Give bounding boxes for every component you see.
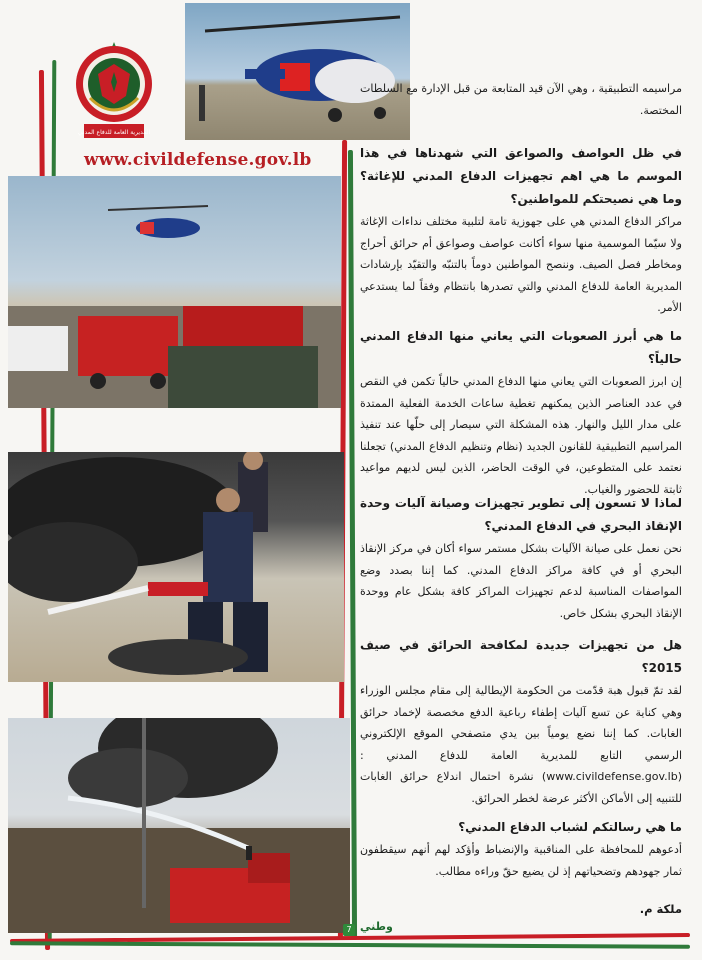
qa-section-3 xyxy=(360,492,682,624)
qa-section-5 xyxy=(360,816,682,882)
author-signature: ملكة م. xyxy=(639,902,682,916)
green-stripe-bottom xyxy=(10,941,690,949)
logo-text: المديرية العامة للدفاع المدني xyxy=(77,129,151,136)
qa-section-2 xyxy=(360,325,682,500)
qa-section-4 xyxy=(360,634,682,809)
qa-section-1 xyxy=(360,142,682,319)
website-url[interactable]: www.civildefense.gov.lb xyxy=(84,150,312,170)
page-number: 7 xyxy=(343,924,355,936)
question-3: لماذا لا تسعون إلى تطوير تجهيزات وصيانة آليات وحدة الإنقاذ البحري في الدفاع المدني؟ xyxy=(360,496,682,533)
answer-3: نحن نعمل على صيانة الآليات بشكل مستمر سواء أكان في مركز الإنقاذ البحري أو في كافة مراكز الدفاع المدني. كما إننا بصدد وضع المواصفات المناسبة لدعم تجهيزات المراكز كافة بشكل عام ووحدة الإنقاذ البحري بشكل خاص. xyxy=(360,542,682,620)
fire-truck-photo xyxy=(8,718,350,933)
intro-text: مراسيمه التطبيقية ، وهي الآن قيد المتابعة من قبل الإدارة مع السلطات المختصة. xyxy=(360,82,682,117)
question-4: هل من تجهيزات جديدة لمكافحة الحرائق في صيف 2015؟ xyxy=(360,638,682,675)
question-5: ما هي رسالتكم لشباب الدفاع المدني؟ xyxy=(458,820,682,834)
question-2: ما هي أبرز الصعوبات التي يعاني منها الدفاع المدني حالياً؟ xyxy=(360,329,682,366)
intro-paragraph xyxy=(360,78,682,121)
answer-4: لقد تمّ قبول هبة قدّمت من الحكومة الإيطالية إلى مقام مجلس الوزراء وهي كناية عن تسع آليات إطفاء رباعية الدفع مخصصة لإخماد حرائق الغابات. كما إننا نضع يومياً بين يدي متصفحي الموقع الإلكتروني الرسمي التابع للمديرية العامة للدفاع المدني : (www.civildefense.gov.lb) نشرة احتمال اندلاع حرائق الغابات للتنبيه إلى الأماكن الأكثر عرضة لخطر الحرائق. xyxy=(360,684,682,805)
firefighter-photo xyxy=(8,452,344,682)
civil-defense-logo xyxy=(70,38,158,142)
signature-block xyxy=(360,898,682,917)
answer-2: إن ابرز الصعوبات التي يعاني منها الدفاع المدني حالياً تكمن في النقص في عدد العناصر الذين يمكنهم تغطية ساعات الخدمة الفعلية الممتدة على مدار الليل والنهار. هذه المشكلة التي سيصار إلى حلّها عند تنفيذ المراسيم التطبيقية للقانون الجديد (نظام وتنظيم الدفاع المدني) تجعلنا نعتمد على المتطوعين، في الوقت الحاضر، الذين ليس لديهم مواعيد ثابتة للحضور والغياب. xyxy=(360,375,682,496)
answer-1: مراكز الدفاع المدني هي على جهوزية تامة لتلبية مختلف نداءات الإغاثة ولا سيّما الموسمية منها سواء أكانت عواصف وصواعق أم حرائق أحراج ومخاطر فصل الصيف. وننصح المواطنين دوماً بالتنبّه والتقيّد بإرشادات المديرية العامة للدفاع المدني والتي تصدرها بانتظام وفقاً لما يستدعي الأمر. xyxy=(360,215,682,314)
magazine-name: وطني xyxy=(360,920,393,933)
answer-5: أدعوهم للمحافظة على المناقبية والإنضباط وأؤكد لهم أنهم سيقطفون ثمار جهودهم وتضحياتهم إذ لن يضيع حقّ وراءه مطالب. xyxy=(360,843,682,878)
question-1: في ظل العواصف والصواعق التي شهدناها في هذا الموسم ما هي اهم تجهيزات الدفاع المدني للإغاثة؟ وما هي نصيحتكم للمواطنين؟ xyxy=(360,146,682,206)
rescue-vehicles-photo xyxy=(8,176,341,408)
